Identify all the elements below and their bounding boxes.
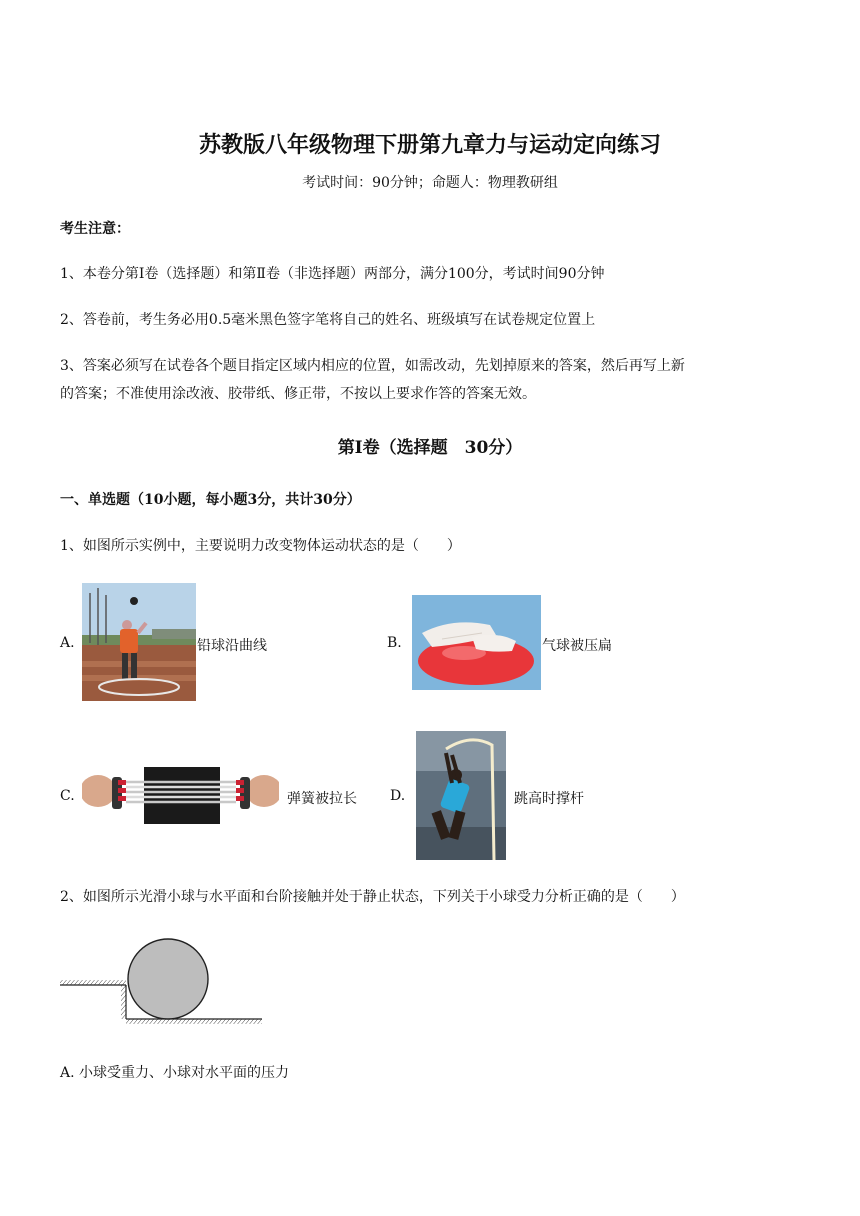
notice-3: 3、答案必须写在试卷各个题目指定区域内相应的位置，如需改动，先划掉原来的答案，然后再写上新 [60, 358, 685, 374]
page-title: 苏教版八年级物理下册第九章力与运动定向练习 [198, 132, 661, 158]
option-c-letter: C. [60, 788, 75, 804]
notice-3-cont: 的答案；不准使用涂改液、胶带纸、修正带，不按以上要求作答的答案无效。 [60, 386, 536, 402]
spring-stretched-photo [82, 767, 279, 824]
option-a-letter: A. [60, 635, 75, 651]
balloon-pressed-photo [412, 595, 541, 690]
section-title: 第Ⅰ卷（选择题 30分） [337, 438, 523, 458]
option-d-letter: D. [390, 788, 406, 804]
option-b-letter: B. [387, 635, 402, 651]
option-c-caption: 弹簧被拉长 [287, 791, 357, 807]
ball-on-step-diagram [60, 935, 265, 1027]
question-2-stem: 2、如图所示光滑小球与水平面和台阶接触并处于静止状态，下列关于小球受力分析正确的是（ ） [60, 889, 685, 905]
pole-vault-photo [416, 731, 506, 860]
notice-2: 2、答卷前，考生务必用0.5毫米黑色签字笔将自己的姓名、班级填写在试卷规定位置上 [60, 312, 596, 328]
notice-heading: 考生注意： [60, 221, 130, 237]
exam-info: 考试时间：90分钟；命题人：物理教研组 [302, 175, 558, 191]
part-heading: 一、单选题（10小题，每小题3分，共计30分） [60, 492, 361, 508]
option-d-caption: 跳高时撑杆 [514, 791, 584, 807]
shot-put-photo [82, 583, 196, 701]
option-a-caption: 铅球沿曲线 [197, 638, 267, 654]
question-1-stem: 1、如图所示实例中，主要说明力改变物体运动状态的是（ ） [60, 538, 461, 554]
option-b-caption: 气球被压扁 [542, 638, 612, 654]
notice-1: 1、本卷分第Ⅰ卷（选择题）和第Ⅱ卷（非选择题）两部分，满分100分，考试时间90分钟 [60, 266, 605, 282]
question-2-option-a: A. 小球受重力、小球对水平面的压力 [60, 1065, 290, 1081]
